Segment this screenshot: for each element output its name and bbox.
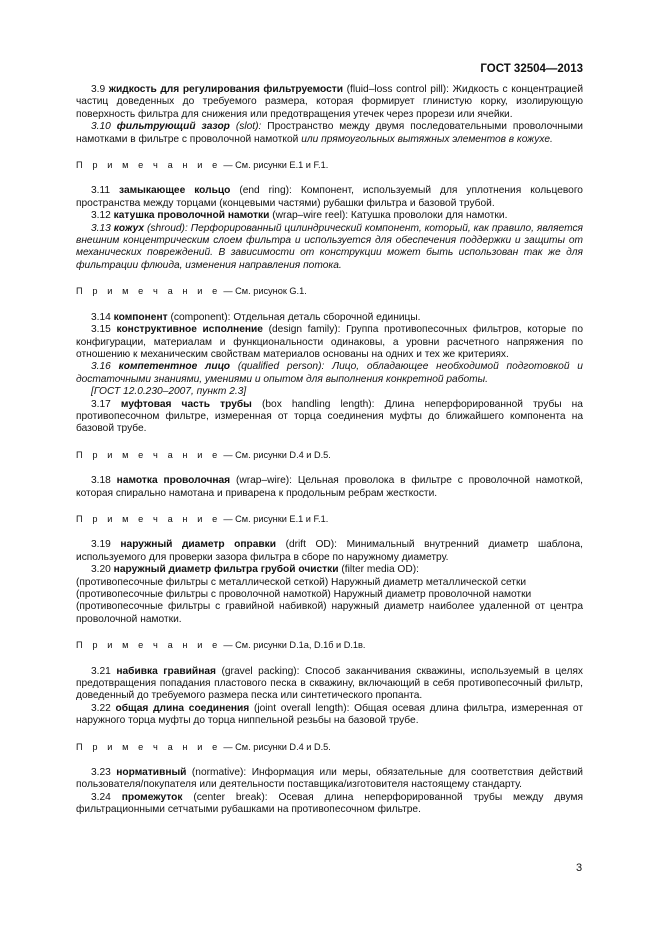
term-3-14: 3.14 компонент (component): Отдельная деталь сборочной единицы. <box>91 311 421 323</box>
note: П р и м е ч а н и е — См. рисунки D.4 и D.5. <box>76 741 331 752</box>
term-3-22: 3.22 общая длина соединения (joint overall length): Общая осевая длина фильтра, измеренная от наружного торца муфты до торца ниппельной резьбы на базовой трубе. <box>76 702 583 727</box>
term-3-20-line: (противопесочные фильтры с металлической сеткой) Наружный диаметр металлической сетки <box>76 576 527 588</box>
term-3-11: 3.11 замыкающее кольцо (end ring): Компонент, используемый для уплотнения кольцевого пространства между торцами (концевыми частями) рубашки фильтра и базовой трубой. <box>76 185 583 209</box>
document-header: ГОСТ 32504—2013 <box>480 63 583 75</box>
term-3-20: 3.20 наружный диаметр фильтра грубой очистки (filter media OD): <box>91 564 419 576</box>
term-3-12: 3.12 катушка проволочной намотки (wrap–wire reel): Катушка проволоки для намотки. <box>91 210 508 222</box>
term-3-23: 3.23 нормативный (normative): Информация или меры, обязательные для соответствия действий пользователя/покупателя или деятельности поставщика/изготовителя настоящему стандарту. <box>76 767 583 791</box>
note: П р и м е ч а н и е — См. рисунки D.4 и D.5. <box>76 449 331 460</box>
term-3-18: 3.18 намотка проволочная (wrap–wire): Цельная проволока в фильтре с проволочной намоткой, которая спирально намотана и приварена к продольным ребрам жесткости. <box>76 475 583 499</box>
term-3-20-line: (противопесочные фильтры с проволочной намоткой) Наружный диаметр проволочной намотки <box>76 589 532 600</box>
document-body <box>76 84 583 817</box>
term-3-17: 3.17 муфтовая часть трубы (box handling length): Длина неперфорированной трубы на противопесочном фильтре, измеренная от торца соединения муфты до ближайшего компонента на базовой трубе. <box>76 398 583 435</box>
term-3-13: 3.13 кожух (shroud): Перфорированный цилиндрический компонент, который, как правило, является внешним концентрическим слоем фильтра и используется для обеспечения поддержки и защиты от механических повреждений. В зависимости от конструкции может быть использован так же для фильтрации флюида, изменения направления потока. <box>76 222 583 271</box>
note: П р и м е ч а н и е — См. рисунки Е.1 и F.1. <box>76 513 329 524</box>
note: П р и м е ч а н и е — См. рисунки D.1а, D.1б и D.1в. <box>76 640 366 651</box>
term-3-16: 3.16 компетентное лицо (qualified person): Лицо, обладающее необходимой подготовкой и достаточными знаниями, умениями и опытом для выполнения конкретной работы. <box>76 361 583 385</box>
note: П р и м е ч а н и е — См. рисунки Е.1 и F.1. <box>76 160 329 171</box>
term-3-15: 3.15 конструктивное исполнение (design family): Группа противопесочных фильтров, которые по конфигурации, материалам и функциональности одинаковы, а уровни расчетного напряжения по отношению к механическим свойствам материалов основаны на одних и тех же критериях. <box>76 324 583 360</box>
term-3-10: 3.10 фильтрующий зазор (slot): Пространство между двумя последовательными проволочными намотками в фильтре с проволочной намоткой или прямоугольных вытяжных элементов в кожухе. <box>76 121 583 145</box>
term-3-20-line: (противопесочные фильтры с гравийной набивкой) наружный диаметр наиболее удаленной от центра проволочной намотки. <box>76 601 583 625</box>
term-3-21: 3.21 набивка гравийная (gravel packing): Способ заканчивания скважины, используемый в целях предотвращения попадания пластового песка в скважину, включающий в себя противопесочный фильтр, доведенный до требуемого размера песка или синтетического пропанта. <box>76 665 583 702</box>
term-3-24: 3.24 промежуток (center break): Осевая длина неперфорированной трубы между двумя фильтрационными сетчатыми рубашками на противопесочном фильтре. <box>76 791 583 816</box>
term-3-9: 3.9 жидкость для регулирования фильтруемости (fluid–loss control pill): Жидкость с концентрацией частиц доведенных до требуемого размера, которая формирует глинистую корку, изолирующую поверхность фильтра для снижения или предотвращения утечек через прорези или ячейки. <box>76 84 584 120</box>
note: П р и м е ч а н и е — См. рисунок G.1. <box>76 286 307 297</box>
citation: [ГОСТ 12.0.230–2007, пункт 2.3] <box>91 386 247 398</box>
term-3-19: 3.19 наружный диаметр оправки (drift OD): Минимальный внутренний диаметр шаблона, используемого для проверки зазора фильтра в сборе по наружному диаметру. <box>76 539 584 563</box>
page-number: 3 <box>576 862 583 874</box>
